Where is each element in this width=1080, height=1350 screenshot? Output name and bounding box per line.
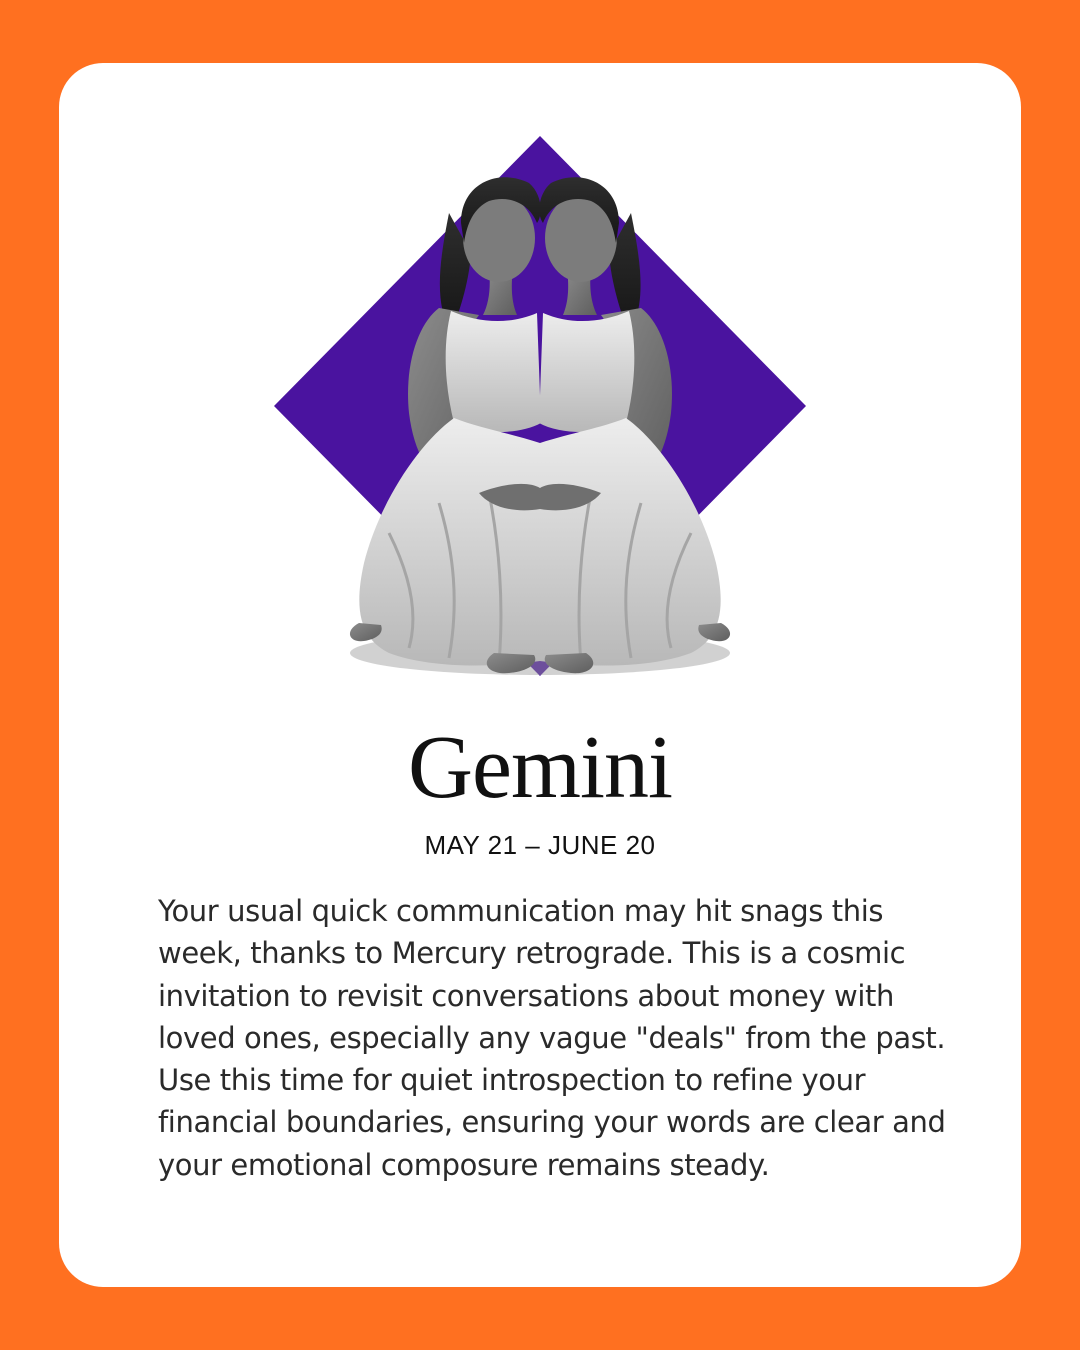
date-range: MAY 21 – JUNE 20 (424, 830, 656, 860)
horoscope-text: Your usual quick communication may hit snags this week, thanks to Mercury retrograde. This is a cosmic invitation to revisit conversations about money with loved ones, especially any vague "deals" from the past. Use this time for quiet introspection to refine your financial boundaries, ensuring your words are clear and your emotional composure remains steady. (158, 894, 946, 1182)
sign-title: Gemini (408, 718, 672, 817)
horoscope-card (59, 63, 1021, 1287)
gemini-twins-illustration (59, 63, 1021, 703)
